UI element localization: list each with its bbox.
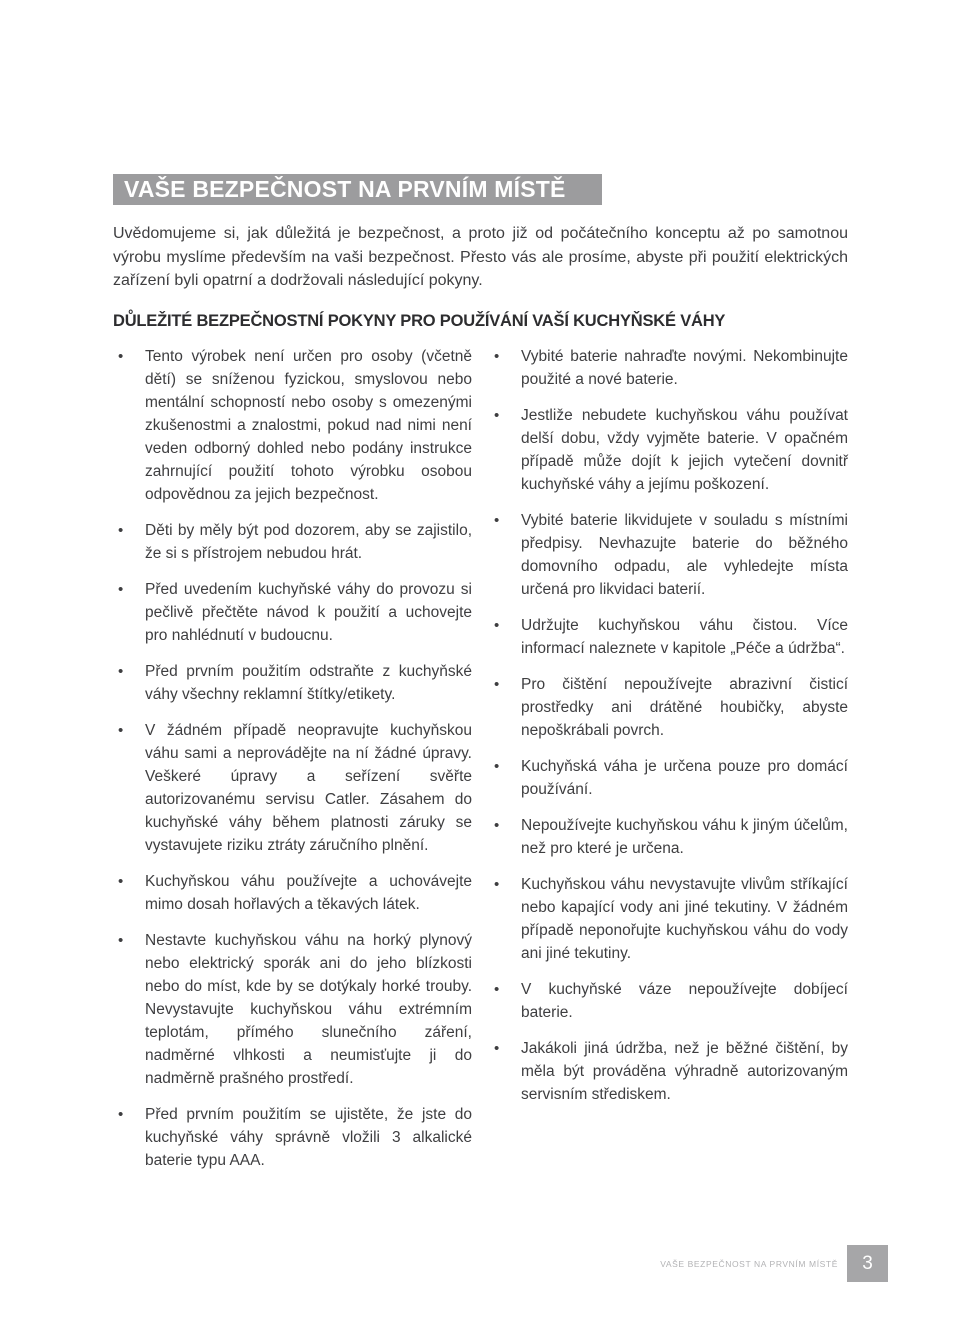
list-item-text: Kuchyňskou váhu nevystavujte vlivům stříkající nebo kapající vody ani jiné tekutiny. V žádném případě neponořujte kuchyňskou váhu do vody ani jiné tekutiny. <box>521 875 848 962</box>
intro-paragraph: Uvědomujeme si, jak důležitá je bezpečnost, a proto již od počátečního konceptu až po samotnou výrobu myslíme především na vaši bezpečnost. Přesto vás ale prosíme, abyste při použití elektrických zařízení byli opatrní a dodržovali následující pokyny. <box>113 225 848 289</box>
list-item <box>489 509 848 601</box>
list-item <box>489 873 848 965</box>
list-item-text: V žádném případě neopravujte kuchyňskou váhu sami a neprovádějte na ní žádné úpravy. Veškeré úpravy a seřízení svěřte autorizovanému servisu Catler. Zásahem do kuchyňské váhy během platnosti záruky se vystavujete riziku ztráty záručního plnění. <box>145 721 472 854</box>
page-number: 3 <box>862 1252 873 1274</box>
list-item-text: Vybité baterie nahraďte novými. Nekombinujte použité a nové baterie. <box>521 347 848 388</box>
bullet-icon: • <box>118 521 124 539</box>
bullet-icon: • <box>118 1105 124 1123</box>
bullet-icon: • <box>494 616 500 634</box>
section-title: VAŠE BEZPEČNOST NA PRVNÍM MÍSTĚ <box>124 176 566 202</box>
list-item-text: Tento výrobek není určen pro osoby (včetně dětí) se sníženou fyzickou, smyslovou nebo mentální schopností nebo osoby s omezenými zkušenostmi a znalostmi, pokud nad nimi není veden odborný dohled nebo podány instrukce zahrnující použití tohoto výrobku osobou odpovědnou za jejich bezpečnost. <box>145 347 472 503</box>
bullet-icon: • <box>118 721 124 739</box>
bullet-icon: • <box>494 675 500 693</box>
bullet-icon: • <box>494 757 500 775</box>
list-item <box>113 719 472 857</box>
bullet-column-left <box>113 345 472 1185</box>
list-item <box>489 673 848 742</box>
bullet-icon: • <box>118 872 124 890</box>
list-item <box>113 578 472 647</box>
list-item-text: Jakákoli jiná údržba, než je běžné čištění, by měla být prováděna výhradně autorizovaným servisním střediskem. <box>521 1039 848 1103</box>
bullet-icon: • <box>118 931 124 949</box>
list-item-text: Před uvedením kuchyňské váhy do provozu si pečlivě přečtěte návod k použití a uchovejte pro nahlédnutí v budoucnu. <box>145 580 472 644</box>
bullet-icon: • <box>494 875 500 893</box>
list-item-text: V kuchyňské váze nepoužívejte dobíjecí baterie. <box>521 980 848 1021</box>
bullet-icon: • <box>494 511 500 529</box>
bullet-column-right <box>489 345 848 1185</box>
list-item <box>113 660 472 706</box>
bullet-icon: • <box>118 580 124 598</box>
safety-instructions-heading: DŮLEŽITÉ BEZPEČNOSTNÍ POKYNY PRO POUŽÍVÁNÍ VAŠÍ KUCHYŇSKÉ VÁHY <box>113 311 726 330</box>
list-item-text: Pro čištění nepoužívejte abrazivní čisticí prostředky ani drátěné houbičky, abyste nepoškrábali povrch. <box>521 675 848 739</box>
bullet-icon: • <box>494 980 500 998</box>
bullet-icon: • <box>118 662 124 680</box>
section-title-bar <box>113 174 602 205</box>
list-item-text: Před prvním použitím odstraňte z kuchyňské váhy všechny reklamní štítky/etikety. <box>145 662 472 703</box>
bullet-icon: • <box>494 347 500 365</box>
list-item <box>489 755 848 801</box>
bullet-icon: • <box>118 347 124 365</box>
list-item <box>489 345 848 391</box>
list-item-text: Udržujte kuchyňskou váhu čistou. Více informací naleznete v kapitole „Péče a údržba“. <box>521 616 848 657</box>
list-item <box>489 614 848 660</box>
list-item-text: Jestliže nebudete kuchyňskou váhu používat delší dobu, vždy vyjměte baterie. V opačném případě může dojít k jejich vytečení dovnitř kuchyňské váhy a jejímu poškození. <box>521 406 848 493</box>
bullet-icon: • <box>494 1039 500 1057</box>
bullet-icon: • <box>494 406 500 424</box>
list-item <box>113 1103 472 1172</box>
page-footer <box>0 1245 888 1282</box>
list-item <box>113 519 472 565</box>
footer-section-label: VAŠE BEZPEČNOST NA PRVNÍM MÍSTĚ <box>660 1258 838 1269</box>
list-item <box>489 814 848 860</box>
list-item-text: Vybité baterie likvidujete v souladu s místními předpisy. Nevhazujte baterie do běžného domovního odpadu, ale vyhledejte místa určená pro likvidaci baterií. <box>521 511 848 598</box>
list-item-text: Před prvním použitím se ujistěte, že jste do kuchyňské váhy správně vložili 3 alkalické baterie typu AAA. <box>145 1105 472 1169</box>
page-content <box>113 174 848 1185</box>
list-item-text: Kuchyňská váha je určena pouze pro domácí používání. <box>521 757 848 798</box>
list-item <box>113 929 472 1090</box>
bullet-icon: • <box>494 816 500 834</box>
list-item <box>489 404 848 496</box>
list-item-text: Kuchyňskou váhu používejte a uchovávejte mimo dosah hořlavých a těkavých látek. <box>145 872 472 913</box>
list-item <box>489 1037 848 1106</box>
list-item <box>113 345 472 506</box>
page-number-box <box>847 1245 888 1282</box>
list-item-text: Nepoužívejte kuchyňskou váhu k jiným účelům, než pro které je určena. <box>521 816 848 857</box>
list-item-text: Nestavte kuchyňskou váhu na horký plynový nebo elektrický sporák ani do jeho blízkosti nebo do míst, kde by se dotýkaly horké trouby. Nevystavujte kuchyňskou váhu extrémním teplotám, přímého slunečního záření, nadměrné vlhkosti a neumisťujte ji do nadměrně prašného prostředí. <box>145 931 472 1087</box>
list-item <box>489 978 848 1024</box>
list-item <box>113 870 472 916</box>
list-item-text: Děti by měly být pod dozorem, aby se zajistilo, že si s přístrojem nebudou hrát. <box>145 521 472 562</box>
bullet-columns <box>113 345 848 1185</box>
